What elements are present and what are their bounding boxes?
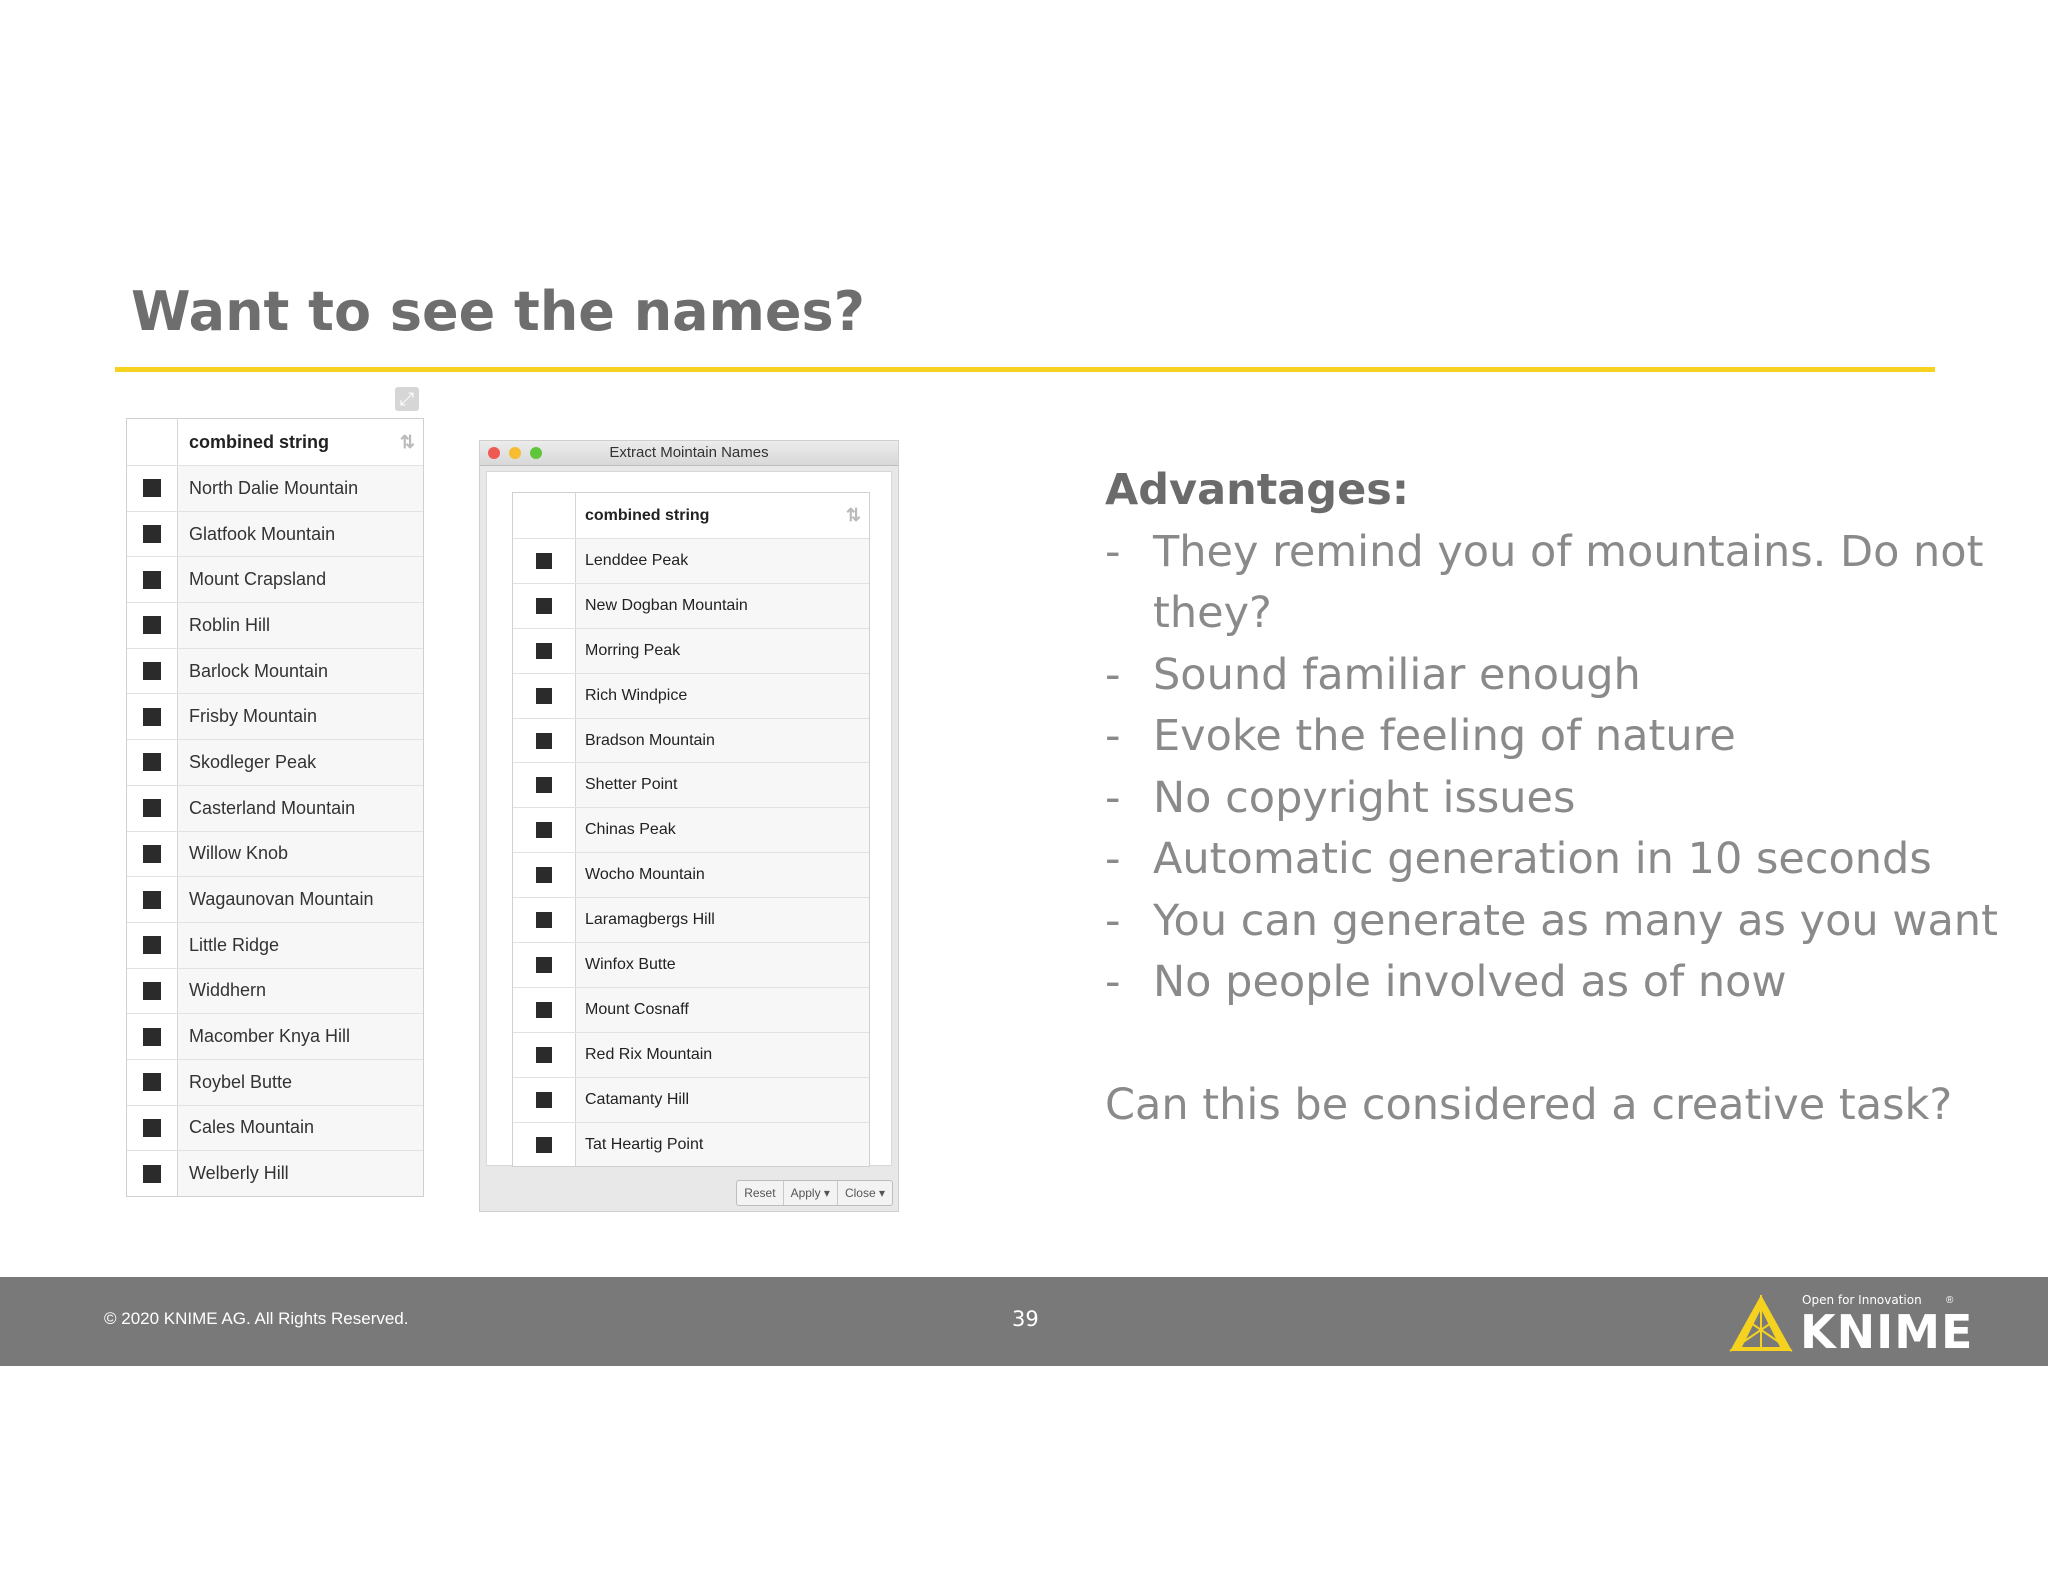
color-swatch [143, 616, 161, 634]
row-value: Mount Cosnaff [576, 988, 869, 1032]
dialog-button-bar [736, 1180, 893, 1206]
row-value: Cales Mountain [178, 1106, 423, 1151]
color-swatch [143, 982, 161, 1000]
row-value: Laramagbergs Hill [576, 898, 869, 942]
color-swatch [143, 1028, 161, 1046]
color-swatch [536, 1137, 552, 1153]
table-row[interactable] [513, 1032, 869, 1077]
row-value: Mount Crapsland [178, 557, 423, 602]
color-swatch [143, 479, 161, 497]
advantage-text: No copyright issues [1153, 772, 1576, 823]
logo-tagline: Open for Innovation [1802, 1293, 1922, 1307]
expand-icon[interactable]: ⤢ [395, 387, 419, 411]
row-value: Morring Peak [576, 629, 869, 673]
row-value: Widdhern [178, 969, 423, 1014]
color-swatch [536, 1002, 552, 1018]
row-value: Red Rix Mountain [576, 1033, 869, 1077]
color-swatch [536, 553, 552, 569]
row-value: Skodleger Peak [178, 740, 423, 785]
advantage-item: - They remind you of mountains. Do not they? [1105, 522, 2005, 645]
table-row[interactable] [513, 538, 869, 583]
reset-button[interactable]: Reset [744, 1186, 776, 1200]
table-row[interactable] [127, 1059, 423, 1105]
advantage-text: Sound familiar enough [1153, 649, 1641, 700]
advantage-item: - No people involved as of now [1105, 952, 2005, 1014]
column-header[interactable] [178, 419, 423, 465]
logo-wordmark: KNIME [1800, 1305, 1974, 1359]
dialog-table [512, 492, 870, 1167]
advantage-text: Automatic generation in 10 seconds [1153, 834, 1932, 884]
color-swatch [143, 708, 161, 726]
color-swatch [143, 1165, 161, 1183]
row-value: Macomber Knya Hill [178, 1014, 423, 1059]
table-row[interactable] [513, 718, 869, 763]
color-swatch [536, 1092, 552, 1108]
table-row[interactable] [127, 831, 423, 877]
table-row[interactable] [513, 1122, 869, 1167]
table-row[interactable] [127, 785, 423, 831]
color-swatch [143, 571, 161, 589]
table-row[interactable] [513, 583, 869, 628]
row-value: Roblin Hill [178, 603, 423, 648]
row-value: Chinas Peak [576, 808, 869, 852]
row-value: Casterland Mountain [178, 786, 423, 831]
advantage-item: - You can generate as many as you want [1105, 891, 2005, 953]
color-swatch [143, 753, 161, 771]
apply-button[interactable]: Apply ▾ [783, 1181, 837, 1205]
row-value: Lenddee Peak [576, 539, 869, 583]
advantage-item: - Evoke the feeling of nature [1105, 706, 2005, 768]
row-value: Willow Knob [178, 832, 423, 877]
row-value: Wagaunovan Mountain [178, 877, 423, 922]
color-swatch [536, 957, 552, 973]
title-underline [115, 367, 1935, 372]
advantage-text: No people involved as of now [1153, 957, 1787, 1007]
color-swatch [536, 688, 552, 704]
table-row[interactable] [513, 852, 869, 897]
color-swatch [536, 912, 552, 928]
advantage-item: - Sound familiar enough [1105, 645, 2005, 707]
color-swatch [143, 1073, 161, 1091]
table-row[interactable] [127, 511, 423, 557]
table-row[interactable] [513, 762, 869, 807]
slide-title: Want to see the names? [131, 280, 865, 343]
column-header-label: combined string [189, 431, 330, 452]
table-row[interactable] [127, 602, 423, 648]
sort-icon[interactable]: ⇅ [399, 431, 415, 452]
advantage-text: They remind you of mountains. Do not they? [1153, 526, 1984, 638]
color-swatch [143, 662, 161, 680]
row-value: Glatfook Mountain [178, 512, 423, 557]
color-swatch [143, 525, 161, 543]
row-value: Roybel Butte [178, 1060, 423, 1105]
table-row[interactable] [127, 968, 423, 1014]
color-swatch [536, 1047, 552, 1063]
page-number: 39 [1012, 1307, 1039, 1331]
advantages-block [1105, 460, 2005, 1136]
row-value: New Dogban Mountain [576, 584, 869, 628]
row-value: North Dalie Mountain [178, 466, 423, 511]
color-swatch [536, 822, 552, 838]
row-value: Catamanty Hill [576, 1078, 869, 1122]
color-swatch [143, 891, 161, 909]
row-value: Welberly Hill [178, 1151, 423, 1196]
color-swatch [536, 643, 552, 659]
table-row[interactable] [513, 673, 869, 718]
row-value: Barlock Mountain [178, 649, 423, 694]
row-value: Rich Windpice [576, 674, 869, 718]
left-table [126, 418, 424, 1197]
advantage-text: You can generate as many as you want [1153, 895, 1998, 946]
table-header-row [127, 419, 423, 465]
dialog-title: Extract Mointain Names [609, 444, 769, 461]
table-row[interactable] [127, 922, 423, 968]
color-swatch [143, 1119, 161, 1137]
copyright-text: © 2020 KNIME AG. All Rights Reserved. [104, 1309, 409, 1328]
logo-registered-mark: ® [1946, 1295, 1954, 1306]
row-value: Bradson Mountain [576, 719, 869, 763]
row-value: Wocho Mountain [576, 853, 869, 897]
table-header-row [513, 493, 869, 538]
advantage-text: Evoke the feeling of nature [1153, 711, 1736, 761]
knime-logo [1726, 1291, 1974, 1359]
row-value: Shetter Point [576, 763, 869, 807]
footer-bar [0, 1277, 2048, 1366]
creative-task-question: Can this be considered a creative task? [1105, 1079, 1953, 1130]
table-row[interactable] [127, 693, 423, 739]
table-row[interactable] [513, 628, 869, 673]
row-value: Frisby Mountain [178, 694, 423, 739]
table-row[interactable] [513, 897, 869, 942]
table-row[interactable] [127, 739, 423, 785]
table-row[interactable] [127, 1150, 423, 1196]
color-swatch [536, 733, 552, 749]
table-row[interactable] [127, 1105, 423, 1151]
sort-icon[interactable]: ⇅ [845, 505, 861, 525]
row-value: Tat Heartig Point [576, 1123, 869, 1167]
table-row[interactable] [513, 807, 869, 852]
table-row[interactable] [127, 648, 423, 694]
table-row[interactable] [513, 1077, 869, 1122]
column-header[interactable] [576, 493, 869, 538]
table-row[interactable] [127, 876, 423, 922]
advantage-item: - Automatic generation in 10 seconds [1105, 829, 2005, 891]
table-row[interactable] [127, 1013, 423, 1059]
table-row[interactable] [513, 987, 869, 1032]
color-swatch [143, 799, 161, 817]
knime-triangle-icon [1726, 1291, 1796, 1355]
table-row[interactable] [513, 942, 869, 987]
close-button[interactable]: Close ▾ [837, 1181, 892, 1205]
color-swatch [536, 598, 552, 614]
color-swatch [143, 845, 161, 863]
advantages-list [1105, 522, 2005, 1014]
advantages-heading: Advantages: [1105, 465, 1410, 515]
row-value: Little Ridge [178, 923, 423, 968]
color-swatch [143, 936, 161, 954]
dialog-titlebar [480, 441, 898, 466]
table-row[interactable] [127, 556, 423, 602]
row-value: Winfox Butte [576, 943, 869, 987]
color-swatch [536, 867, 552, 883]
color-swatch [536, 777, 552, 793]
column-header-label: combined string [585, 506, 710, 524]
table-row[interactable] [127, 465, 423, 511]
advantage-item: - No copyright issues [1105, 768, 2005, 830]
